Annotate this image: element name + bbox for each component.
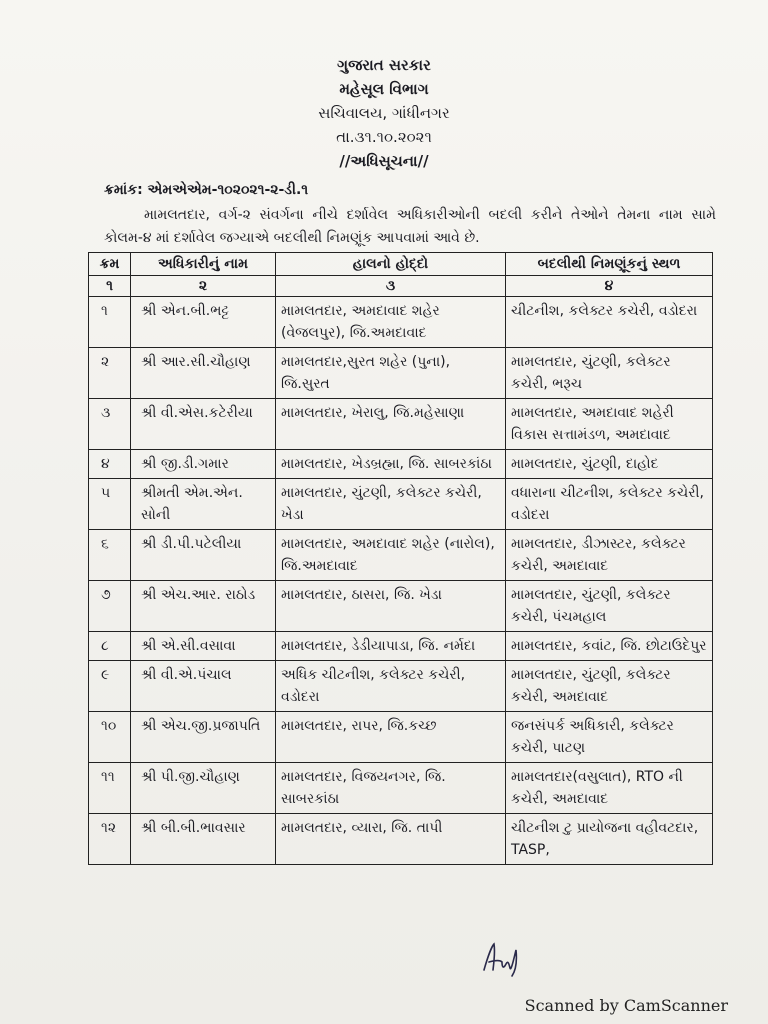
table-row bbox=[89, 479, 713, 530]
current-post-cell: અધિક ચીટનીશ, કલેક્ટર કચેરી, વડોદરા bbox=[276, 661, 506, 712]
current-post-cell: મામલતદાર, ડેડીયાપાડા, જિ. નર્મદા bbox=[276, 632, 506, 661]
new-posting-cell: વધારાના ચીટનીશ, કલેક્ટર કચેરી, વડોદરા bbox=[506, 479, 713, 530]
table-index-row bbox=[89, 276, 713, 297]
column-index: ૨ bbox=[131, 276, 276, 297]
header-current-post: હાલનો હોદ્દો bbox=[276, 253, 506, 276]
officer-name-cell: શ્રી બી.બી.ભાવસાર bbox=[131, 814, 276, 865]
serial-cell: ૧ bbox=[89, 297, 131, 348]
current-post-cell: મામલતદાર, રાપર, જિ.કચ્છ bbox=[276, 712, 506, 763]
new-posting-cell: મામલતદાર, ચુંટણી, કલેક્ટર કચેરી, પંચમહાલ bbox=[506, 581, 713, 632]
column-index: ૪ bbox=[506, 276, 713, 297]
table-row bbox=[89, 530, 713, 581]
table-row bbox=[89, 712, 713, 763]
serial-cell: ૯ bbox=[89, 661, 131, 712]
header-officer-name: અધિકારીનું નામ bbox=[131, 253, 276, 276]
new-posting-cell: ચીટનીશ, કલેક્ટર કચેરી, વડોદરા bbox=[506, 297, 713, 348]
current-post-cell: મામલતદાર, અમદાવાદ શહેર (વેજલપુર), જિ.અમદાવાદ bbox=[276, 297, 506, 348]
header-serial: ક્રમ bbox=[89, 253, 131, 276]
new-posting-cell: મામલતદાર, ચુંટણી, કલેક્ટર કચેરી, ભરૂચ bbox=[506, 348, 713, 399]
department-heading: મહેસૂલ વિભાગ bbox=[339, 80, 429, 98]
new-posting-cell: મામલતદાર, ચુંટણી, કલેક્ટર કચેરી, અમદાવાદ bbox=[506, 661, 713, 712]
signature bbox=[480, 936, 524, 980]
table-row bbox=[89, 763, 713, 814]
current-post-cell: મામલતદાર, ખેડબ્રહ્મા, જિ. સાબરકાંઠા bbox=[276, 450, 506, 479]
officer-name-cell: શ્રી વી.એસ.કટેરીયા bbox=[131, 399, 276, 450]
current-post-cell: મામલતદાર,સુરત શહેર (પુના), જિ.સુરત bbox=[276, 348, 506, 399]
current-post-cell: મામલતદાર, ખેરાલુ, જિ.મહેસાણા bbox=[276, 399, 506, 450]
officer-name-cell: શ્રી વી.એ.પંચાલ bbox=[131, 661, 276, 712]
officer-name-cell: શ્રી ડી.પી.પટેલીયા bbox=[131, 530, 276, 581]
document-date: તા.૩૧.૧૦.૨૦૨૧ bbox=[336, 128, 432, 146]
new-posting-cell: મામલતદાર, ડીઝાસ્ટર, કલેક્ટર કચેરી, અમદાવાદ bbox=[506, 530, 713, 581]
government-heading: ગુજરાત સરકાર bbox=[337, 56, 431, 74]
officer-name-cell: શ્રી જી.ડી.ગમાર bbox=[131, 450, 276, 479]
table-header-row bbox=[89, 253, 713, 276]
new-posting-cell: મામલતદાર(વસુલાત), RTO ની કચેરી, અમદાવાદ bbox=[506, 763, 713, 814]
table-row bbox=[89, 399, 713, 450]
officer-name-cell: શ્રી આર.સી.ચૌહાણ bbox=[131, 348, 276, 399]
new-posting-cell: મામલતદાર, કવાંટ, જિ. છોટાઉદેપુર bbox=[506, 632, 713, 661]
serial-cell: ૬ bbox=[89, 530, 131, 581]
officer-name-cell: શ્રી એન.બી.ભટ્ટ bbox=[131, 297, 276, 348]
intro-paragraph bbox=[104, 204, 716, 250]
table-row bbox=[89, 450, 713, 479]
camscanner-watermark: Scanned by CamScanner bbox=[524, 996, 728, 1015]
officer-name-cell: શ્રી એ.સી.વસાવા bbox=[131, 632, 276, 661]
table-row bbox=[89, 632, 713, 661]
new-posting-cell: મામલતદાર, ચુંટણી, દાહોદ bbox=[506, 450, 713, 479]
serial-cell: ૧૨ bbox=[89, 814, 131, 865]
serial-cell: ૩ bbox=[89, 399, 131, 450]
table-row bbox=[89, 661, 713, 712]
notification-title: //અધિસૂચના// bbox=[339, 152, 429, 170]
new-posting-cell: ચીટનીશ ટુ પ્રાયોજના વહીવટદાર, TASP, bbox=[506, 814, 713, 865]
serial-cell: ૮ bbox=[89, 632, 131, 661]
column-index: ૧ bbox=[89, 276, 131, 297]
officer-name-cell: શ્રી એચ.આર. રાઠોડ bbox=[131, 581, 276, 632]
officer-name-cell: શ્રીમતી એમ.એન. સોની bbox=[131, 479, 276, 530]
current-post-cell: મામલતદાર, અમદાવાદ શહેર (નારોલ), જિ.અમદાવાદ bbox=[276, 530, 506, 581]
serial-cell: ૪ bbox=[89, 450, 131, 479]
officer-name-cell: શ્રી પી.જી.ચૌહાણ bbox=[131, 763, 276, 814]
order-number: ક્રમાંક: એમએએમ-૧૦૨૦૨૧-૨-ડી.૧ bbox=[104, 182, 309, 198]
officer-name-cell: શ્રી એચ.જી.પ્રજાપતિ bbox=[131, 712, 276, 763]
new-posting-cell: જનસંપર્ક અધિકારી, કલેક્ટર કચેરી, પાટણ bbox=[506, 712, 713, 763]
office-address: સચિવાલય, ગાંધીનગર bbox=[318, 104, 450, 122]
table-row bbox=[89, 814, 713, 865]
column-index: ૩ bbox=[276, 276, 506, 297]
table-row bbox=[89, 581, 713, 632]
intro-text: મામલતદાર, વર્ગ-૨ સંવર્ગના નીચે દર્શાવેલ અધિકારીઓની બદલી કરીને તેઓને તેમના નામ સામે કોલમ-૪ માં દર્શાવેલ જગ્યાએ બદલીથી નિમણૂંક આપવામાં આવે છે. bbox=[104, 207, 716, 246]
serial-cell: ૫ bbox=[89, 479, 131, 530]
serial-cell: ૭ bbox=[89, 581, 131, 632]
table-row bbox=[89, 348, 713, 399]
transfer-table bbox=[88, 252, 713, 865]
current-post-cell: મામલતદાર, વ્યારા, જિ. તાપી bbox=[276, 814, 506, 865]
table-row bbox=[89, 297, 713, 348]
header-new-posting: બદલીથી નિમણૂંકનું સ્થળ bbox=[506, 253, 713, 276]
new-posting-cell: મામલતદાર, અમદાવાદ શહેરી વિકાસ સત્તામંડળ, અમદાવાદ bbox=[506, 399, 713, 450]
current-post-cell: મામલતદાર, ઠાસરા, જિ. ખેડા bbox=[276, 581, 506, 632]
serial-cell: ૧૧ bbox=[89, 763, 131, 814]
current-post-cell: મામલતદાર, વિજયનગર, જિ. સાબરકાંઠા bbox=[276, 763, 506, 814]
serial-cell: ૧૦ bbox=[89, 712, 131, 763]
serial-cell: ૨ bbox=[89, 348, 131, 399]
current-post-cell: મામલતદાર, ચુંટણી, કલેક્ટર કચેરી, ખેડા bbox=[276, 479, 506, 530]
